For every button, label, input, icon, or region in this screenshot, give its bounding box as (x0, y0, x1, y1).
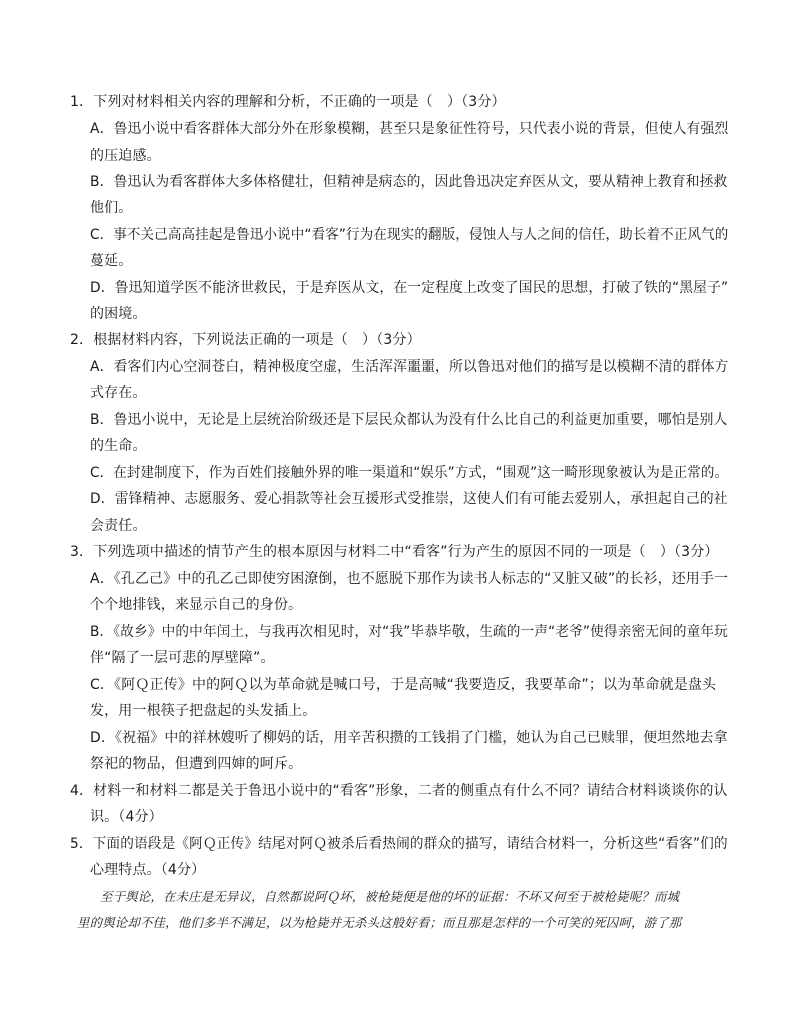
q1-option-d: D．鲁迅知道学医不能济世救民，于是弃医从文，在一定程度上改变了国民的思想，打破了铁的“黑屋子” (90, 280, 729, 296)
question-5-stem-cont: 心理特点。（4分） (90, 862, 206, 878)
q3-option-a-cont: 个个地排钱，来显示自己的身份。 (90, 597, 303, 613)
q1-option-d-cont: 的困境。 (90, 306, 147, 322)
q3-option-c: C．《阿Ｑ正传》中的阿Ｑ以为革命就是喊口号，于是高喊“我要造反，我要革命”；以为革命就是盘头 (90, 677, 717, 693)
q2-option-c: C．在封建制度下，作为百姓们接触外界的唯一渠道和“娱乐”方式，“围观”这一畸形现象被认为是正常的。 (90, 465, 729, 481)
question-5-stem: 5．下面的语段是《阿Ｑ正传》结尾对阿Ｑ被杀后看热闹的群众的描写，请结合材料一，分析这些“看客”们的 (70, 836, 728, 852)
q3-option-c-cont: 发，用一根筷子把盘起的头发插上。 (90, 703, 317, 719)
question-3-stem: 3．下列选项中描述的情节产生的根本原因与材料二中“看客”行为产生的原因不同的一项是（ ）（3分） (70, 544, 719, 560)
q2-option-b: B．鲁迅小说中，无论是上层统治阶级还是下层民众都认为没有什么比自己的利益更加重要，哪怕是别人 (90, 412, 728, 428)
q1-option-c: C．事不关己高高挂起是鲁迅小说中“看客”行为在现实的翻版，侵蚀人与人之间的信任，助长着不正风气的 (90, 227, 729, 243)
quoted-passage-line-1: 至于舆论，在未庄是无异议，自然都说阿Ｑ坏，被枪毙便是他的坏的证据：不坏又何至于被枪毙呢？而城 (100, 889, 680, 904)
q1-option-c-cont: 蔓延。 (90, 253, 133, 269)
quoted-passage-line-2: 里的舆论却不佳，他们多半不满足，以为枪毙并无杀头这般好看；而且那是怎样的一个可笑的死囚呵，游了那 (77, 915, 682, 930)
q1-option-b: B．鲁迅认为看客群体大多体格健壮，但精神是病态的，因此鲁迅决定弃医从文，要从精神上教育和拯救 (90, 174, 728, 190)
q3-option-b: B．《故乡》中的中年闰土，与我再次相见时，对“我”毕恭毕敬，生疏的一声“老爷”使得亲密无间的童年玩 (90, 624, 728, 640)
q2-option-b-cont: 的生命。 (90, 438, 147, 454)
question-2-stem: 2．根据材料内容，下列说法正确的一项是（ ）（3分） (70, 332, 421, 348)
q3-option-a: A．《孔乙己》中的孔乙己即使穷困潦倒，也不愿脱下那作为读书人标志的“又脏又破”的长衫，还用手一 (90, 571, 729, 587)
question-4-stem: 4．材料一和材料二都是关于鲁迅小说中的“看客”形象，二者的侧重点有什么不同？请结合材料谈谈你的认 (70, 783, 728, 799)
q1-option-a-cont: 的压迫感。 (90, 148, 161, 164)
q1-option-b-cont: 他们。 (90, 200, 133, 216)
q3-option-d: D．《祝福》中的祥林嫂听了柳妈的话，用辛苦积攒的工钱捐了门槛，她认为自己已赎罪，便坦然地去拿 (90, 730, 728, 746)
q2-option-d: D．雷锋精神、志愿服务、爱心捐款等社会互援形式受推崇，这使人们有可能去爱别人，承担起自己的社 (90, 491, 728, 507)
q3-option-b-cont: 伴“隔了一层可悲的厚壁障”。 (90, 650, 275, 666)
q2-option-a: A．看客们内心空洞苍白，精神极度空虚，生活浑浑噩噩，所以鲁迅对他们的描写是以模糊不清的群体方 (90, 359, 729, 375)
q2-option-d-cont: 会责任。 (90, 518, 147, 534)
q3-option-d-cont: 祭祀的物品，但遭到四婶的呵斥。 (90, 756, 303, 772)
q2-option-a-cont: 式存在。 (90, 385, 147, 401)
question-1-stem: 1．下列对材料相关内容的理解和分析，不正确的一项是（ ）（3分） (70, 94, 506, 110)
q1-option-a: A．鲁迅小说中看客群体大部分外在形象模糊，甚至只是象征性符号，只代表小说的背景，但使人有强烈 (90, 121, 729, 137)
question-4-stem-cont: 识。（4分） (90, 809, 163, 825)
